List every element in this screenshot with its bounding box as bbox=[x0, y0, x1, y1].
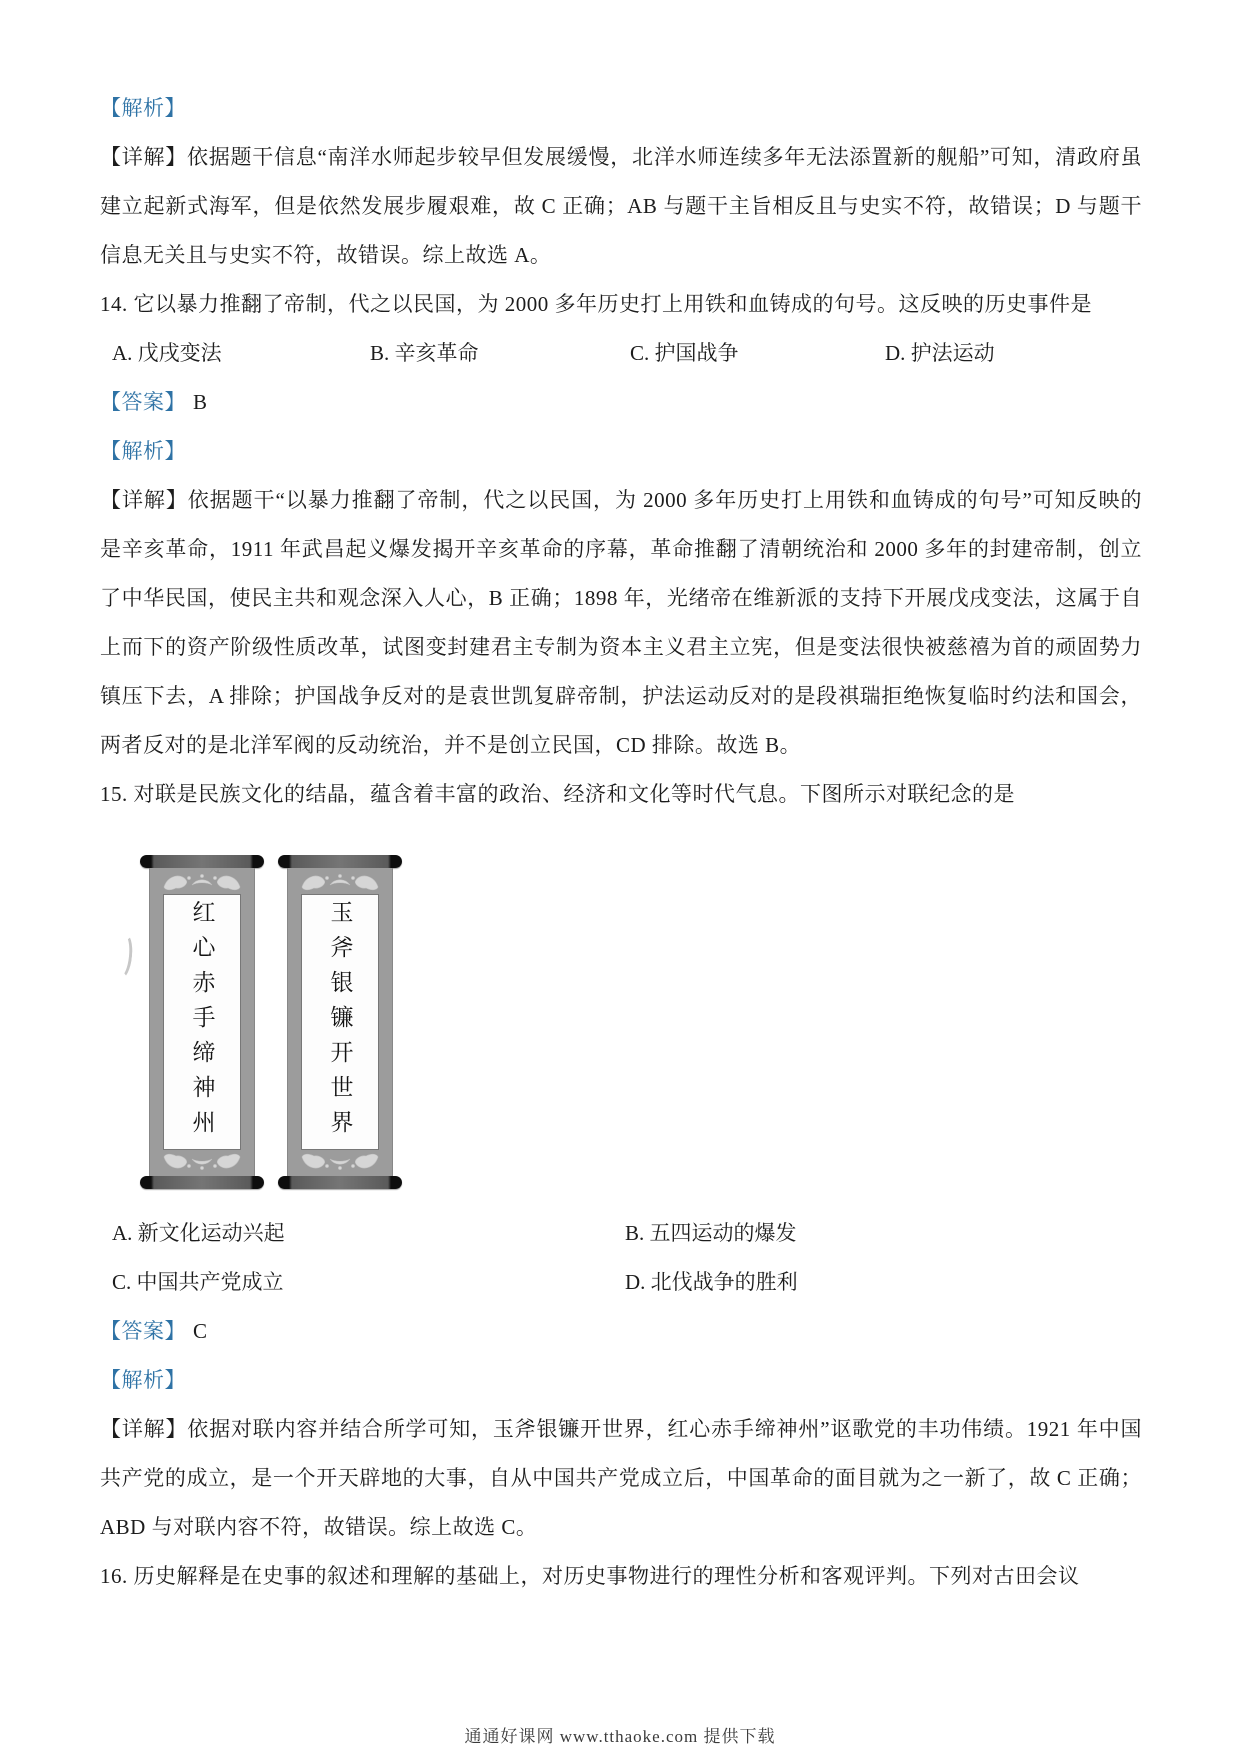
q14-detail-paragraph: 【详解】依据题干“以暴力推翻了帝制，代之以民国，为 2000 多年历史打上用铁和血铸成的句号”可知反映的是辛亥革命，1911 年武昌起义爆发揭开辛亥革命的序幕，革命推翻了清朝统治和 2000 多年的封建帝制，创立了中华民国，使民主共和观念深入人心，B 正确；1898 年，光绪帝在维新派的支持下开展戊戌变法，这属于自上而下的资产阶级性质改革，试图变封建君主专制为资本主义君主立宪，但是变法很快被慈禧为首的顽固势力镇压下去，A 排除；护国战争反对的是袁世凯复辟帝制，护法运动反对的是段祺瑞拒绝恢复临时约法和国会，两者反对的是北洋军阀的反动统治，并不是创立民国，CD 排除。故选 B。 bbox=[100, 488, 1142, 757]
q14-answer-value: B bbox=[193, 390, 208, 414]
question-16-stem: 16. 历史解释是在史事的叙述和理解的基础上，对历史事物进行的理性分析和客观评判。下列对古田会议 bbox=[100, 1564, 1080, 1588]
scan-artifact-mark bbox=[112, 932, 135, 980]
question-15-options-row-1 bbox=[100, 1209, 1142, 1258]
analysis-label-text: 【解析】 bbox=[100, 1368, 186, 1392]
scroll-ornament-icon bbox=[156, 870, 248, 894]
q15-option-b: B. 五四运动的爆发 bbox=[625, 1221, 797, 1245]
q15-option-c: C. 中国共产党成立 bbox=[112, 1270, 284, 1294]
analysis-label-text: 【解析】 bbox=[100, 439, 186, 463]
answer-label: 【答案】 bbox=[100, 390, 186, 414]
couplet-left-text: 红心赤手缔神州 bbox=[189, 899, 215, 1145]
q15-detail-paragraph: 【详解】依据对联内容并结合所学可知，玉斧银镰开世界，红心赤手缔神州”讴歌党的丰功伟绩。1921 年中国共产党的成立，是一个开天辟地的大事，自从中国共产党成立后，中国革命的面目就为之一新了，故 C 正确；ABD 与对联内容不符，故错误。综上故选 C。 bbox=[100, 1417, 1142, 1539]
scroll-body bbox=[149, 868, 255, 1176]
analysis-label bbox=[100, 84, 1142, 133]
analysis-label-text: 【解析】 bbox=[100, 96, 186, 120]
couplet-scroll-left bbox=[140, 855, 264, 1189]
q14-option-c: C. 护国战争 bbox=[630, 341, 739, 365]
scroll-body bbox=[287, 868, 393, 1176]
answer-label: 【答案】 bbox=[100, 1319, 186, 1343]
scroll-rod-bottom bbox=[140, 1176, 264, 1189]
scroll-ornament-icon bbox=[294, 870, 386, 894]
q13-detail-paragraph: 【详解】依据题干信息“南洋水师起步较早但发展缓慢，北洋水师连续多年无法添置新的舰船”可知，清政府虽建立起新式海军，但是依然发展步履艰难，故 C 正确；AB 与题干主旨相反且与史实不符，故错误；D 与题干信息无关且与史实不符，故错误。综上故选 A。 bbox=[100, 145, 1142, 267]
q15-answer-line bbox=[100, 1307, 1142, 1356]
couplet-right-text: 玉斧银镰开世界 bbox=[327, 899, 353, 1145]
q14-analysis-label bbox=[100, 427, 1142, 476]
scroll-rod-top bbox=[278, 855, 402, 868]
question-15-options-row-2 bbox=[100, 1258, 1142, 1307]
q14-option-a: A. 戊戌变法 bbox=[112, 341, 222, 365]
scroll-ornament-icon bbox=[294, 1150, 386, 1174]
q15-analysis-label bbox=[100, 1356, 1142, 1405]
scroll-ornament-icon bbox=[156, 1150, 248, 1174]
q15-option-d: D. 北伐战争的胜利 bbox=[625, 1270, 798, 1294]
q14-option-d: D. 护法运动 bbox=[885, 341, 995, 365]
question-14-options bbox=[100, 329, 1142, 378]
scroll-rod-bottom bbox=[278, 1176, 402, 1189]
question-15-stem: 15. 对联是民族文化的结晶，蕴含着丰富的政治、经济和文化等时代气息。下图所示对联纪念的是 bbox=[100, 782, 1015, 806]
scroll-text-panel bbox=[301, 894, 379, 1150]
question-14-stem: 14. 它以暴力推翻了帝制，代之以民国，为 2000 多年历史打上用铁和血铸成的句号。这反映的历史事件是 bbox=[100, 292, 1092, 316]
scroll-rod-top bbox=[140, 855, 264, 868]
scroll-text-panel bbox=[163, 894, 241, 1150]
q15-answer-value: C bbox=[193, 1319, 208, 1343]
q14-option-b: B. 辛亥革命 bbox=[370, 341, 479, 365]
q15-option-a: A. 新文化运动兴起 bbox=[112, 1221, 285, 1245]
q14-answer-line bbox=[100, 378, 1142, 427]
couplet-scroll-right bbox=[278, 855, 402, 1189]
couplet-figure bbox=[140, 855, 440, 1189]
footer-credit: 通通好课网 www.tthaoke.com 提供下载 bbox=[464, 1727, 776, 1746]
